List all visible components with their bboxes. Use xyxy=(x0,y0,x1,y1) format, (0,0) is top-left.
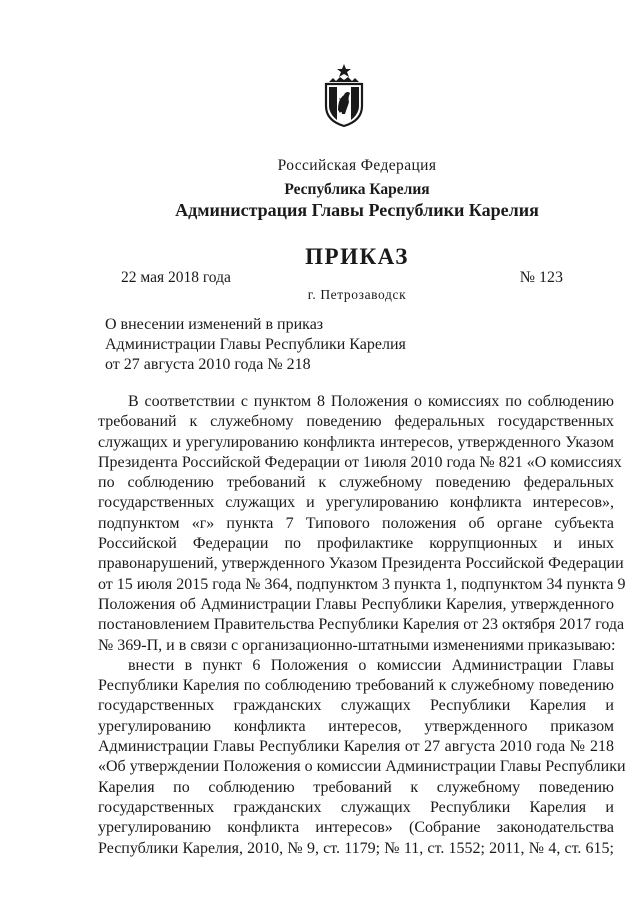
document-type-heading: ПРИКАЗ xyxy=(305,244,409,269)
document-subject xyxy=(105,315,406,375)
body-line: Карелия по соблюдению требований к служебному поведению xyxy=(98,778,614,796)
body-line: Положения об Администрации Главы Республики Карелия, утвержденного xyxy=(98,595,614,613)
subject-line: от 27 августа 2010 года № 218 xyxy=(105,356,311,373)
body-line: по соблюдению требований к служебному поведению федеральных xyxy=(98,474,614,492)
body-line: от 15 июля 2015 года № 364, подпунктом 3 пункта 1, подпунктом 34 пункта 9 xyxy=(98,575,626,593)
body-line: внести в пункт 6 Положения о комиссии Администрации Главы xyxy=(128,656,614,674)
subject-line: Администрации Главы Республики Карелия xyxy=(105,336,406,353)
document-body xyxy=(98,392,626,859)
body-line: постановлением Правительства Республики Карелия от 23 октября 2017 года xyxy=(98,616,625,634)
document-number: № 123 xyxy=(519,269,563,286)
federation-title: Российская Федерация xyxy=(277,157,437,174)
body-line: урегулированию конфликта интересов, утвержденного приказом xyxy=(98,717,614,735)
body-line: Российской Федерации по профилактике коррупционных и иных xyxy=(98,535,614,553)
document-date: 22 мая 2018 года xyxy=(121,269,231,286)
body-line: В соответствии с пунктом 8 Положения о комиссиях по соблюдению xyxy=(128,393,614,410)
body-line: подпунктом «г» пункта 7 Типового положения об органе субъекта xyxy=(98,514,614,532)
body-line: № 369-П, и в связи с организационно-штатными изменениями приказываю: xyxy=(98,636,616,654)
body-line: государственных гражданских служащих Республики Карелия и xyxy=(98,697,614,715)
republic-title: Республика Карелия xyxy=(284,181,430,198)
body-line: Республики Карелия, 2010, № 9, ст. 1179; № 11, ст. 1552; 2011, № 4, ст. 615; xyxy=(98,839,614,857)
body-line: государственных гражданских служащих Республики Карелия и xyxy=(98,798,614,816)
body-line: правонарушений, утвержденного Указом Президента Российской Федерации xyxy=(98,555,624,573)
body-line: Президента Российской Федерации от 1июля 2010 года № 821 «О комиссиях xyxy=(98,453,622,471)
body-line: государственных служащих и урегулированию конфликта интересов», xyxy=(98,494,614,512)
administration-title: Администрация Главы Республики Карелия xyxy=(175,200,539,220)
body-line: Администрации Главы Республики Карелия от 27 августа 2010 года № 218 xyxy=(98,738,614,756)
document-city: г. Петрозаводск xyxy=(307,287,407,302)
body-line: Республики Карелия по соблюдению требований к служебному поведению xyxy=(98,677,614,695)
coat-of-arms-emblem xyxy=(321,62,367,128)
body-line: служащих и урегулированию конфликта интересов, утвержденного Указом xyxy=(98,433,614,451)
body-line: урегулированию конфликта интересов» (Собрание законодательства xyxy=(98,819,614,837)
body-line: требований к служебному поведению федеральных государственных xyxy=(98,413,614,431)
subject-line: О внесении изменений в приказ xyxy=(105,316,324,333)
body-line: «Об утверждении Положения о комиссии Администрации Главы Республики xyxy=(98,758,626,776)
